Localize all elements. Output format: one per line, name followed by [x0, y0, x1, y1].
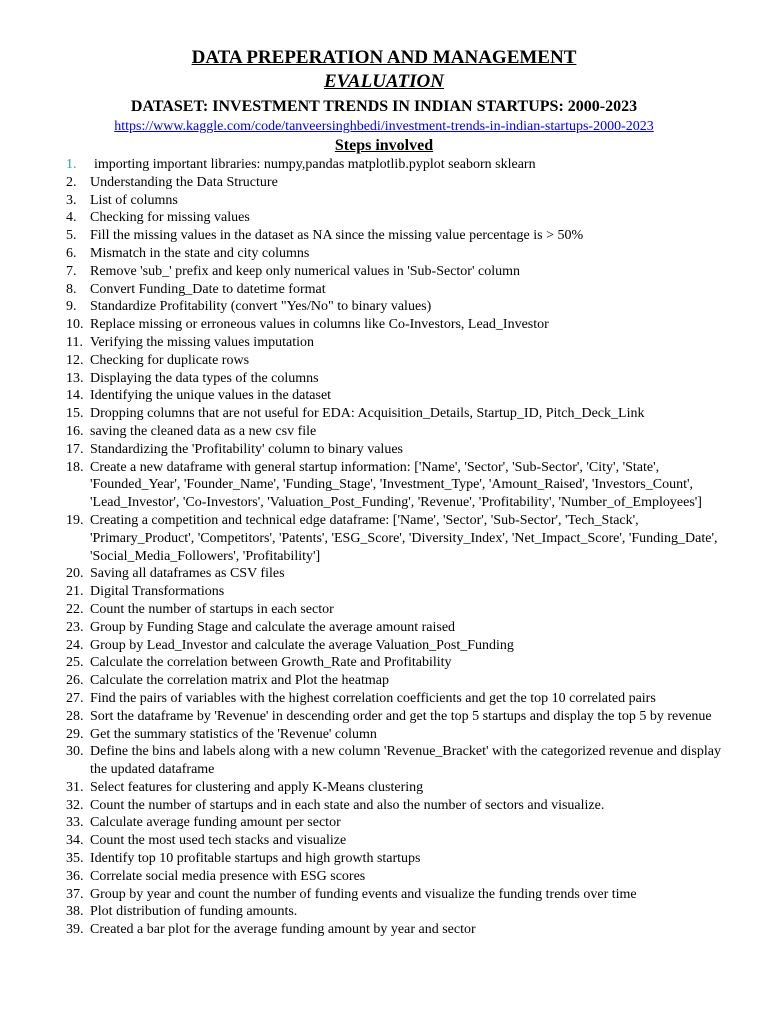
step-number: 35. — [66, 851, 84, 867]
step-text: Select features for clustering and apply K-Means clustering — [90, 779, 424, 795]
step-text: Identify top 10 profitable startups and high growth startups — [90, 851, 421, 867]
step-number: 16. — [66, 423, 84, 439]
list-item — [0, 637, 768, 655]
step-text: Group by Lead_Investor and calculate the average Valuation_Post_Funding — [90, 637, 514, 653]
list-item — [0, 850, 768, 868]
step-text: Digital Transformations — [90, 584, 225, 600]
list-item — [0, 708, 768, 726]
list-item — [0, 886, 768, 904]
step-text: Plot distribution of funding amounts. — [90, 904, 298, 920]
step-text: Displaying the data types of the columns — [90, 370, 319, 386]
step-text: Count the number of startups in each sector — [90, 601, 334, 617]
list-item — [0, 352, 768, 370]
list-item — [0, 868, 768, 886]
list-item — [0, 565, 768, 583]
step-number: 26. — [66, 673, 84, 689]
step-text: Correlate social media presence with ESG scores — [90, 868, 366, 884]
step-text: Find the pairs of variables with the highest correlation coefficients and get the top 10 correlated pairs — [90, 690, 656, 706]
step-number: 31. — [66, 779, 84, 795]
step-text: Standardize Profitability (convert "Yes/No" to binary values) — [90, 299, 432, 315]
list-item — [0, 779, 768, 797]
step-text: Calculate average funding amount per sector — [90, 815, 341, 831]
step-text: saving the cleaned data as a new csv file — [90, 423, 317, 439]
list-item — [0, 245, 768, 263]
dataset-heading: DATASET: INVESTMENT TRENDS IN INDIAN STARTUPS: 2000-2023 — [130, 98, 638, 115]
step-number: 36. — [66, 868, 84, 884]
step-text: Replace missing or erroneous values in columns like Co-Investors, Lead_Investor — [90, 317, 549, 333]
list-item — [0, 459, 768, 512]
list-item — [0, 192, 768, 210]
step-text: Created a bar plot for the average funding amount by year and sector — [90, 922, 476, 938]
step-text: Fill the missing values in the dataset as NA since the missing value percentage is > 50% — [90, 228, 584, 244]
list-item — [0, 921, 768, 939]
step-text: Checking for missing values — [90, 210, 250, 226]
step-text: Count the number of startups and in each state and also the number of sectors and visualize. — [90, 797, 605, 813]
list-item — [0, 832, 768, 850]
step-number: 14. — [66, 388, 84, 404]
step-text: Sort the dataframe by 'Revenue' in descending order and get the top 5 startups and display the top 5 by revenue — [90, 708, 712, 724]
step-number: 5. — [66, 228, 77, 244]
step-number: 8. — [66, 281, 77, 297]
step-text: Checking for duplicate rows — [90, 352, 250, 368]
step-text: Standardizing the 'Profitability' column to binary values — [90, 441, 403, 457]
step-number: 13. — [66, 370, 84, 386]
step-text: Get the summary statistics of the 'Revenue' column — [90, 726, 377, 742]
step-text: Create a new dataframe with general startup information: ['Name', 'Sector', 'Sub-Sector', 'City', 'State', 'Founded_Year', 'Founder_Name', 'Funding_Stage', 'Investment_Type', 'Amount_Raised', 'Investors_Count', 'Lead_Investor', 'Co-Investors', 'Valuation_Post_Funding', 'Revenue', 'Profitability', 'Number_of_Employees'] — [90, 459, 702, 511]
list-item — [0, 743, 768, 779]
step-number: 12. — [66, 352, 84, 368]
step-number: 2. — [66, 174, 77, 190]
list-item — [0, 903, 768, 921]
step-text: Dropping columns that are not useful for EDA: Acquisition_Details, Startup_ID, Pitch_Deck_Link — [90, 406, 645, 422]
list-item — [0, 654, 768, 672]
step-number: 30. — [66, 744, 84, 760]
step-number: 9. — [66, 299, 77, 315]
list-item — [0, 281, 768, 299]
list-item — [0, 672, 768, 690]
step-text: Count the most used tech stacks and visualize — [90, 833, 347, 849]
step-text: Define the bins and labels along with a new column 'Revenue_Bracket' with the categorized revenue and display the updated dataframe — [90, 744, 721, 778]
step-text: Verifying the missing values imputation — [90, 334, 314, 350]
step-text: Group by Funding Stage and calculate the average amount raised — [90, 619, 456, 635]
step-number: 20. — [66, 566, 84, 582]
list-item — [0, 156, 768, 174]
step-number: 15. — [66, 406, 84, 422]
list-item — [0, 334, 768, 352]
step-text: Calculate the correlation between Growth_Rate and Profitability — [90, 655, 452, 671]
step-text: Saving all dataframes as CSV files — [90, 566, 285, 582]
step-text: Creating a competition and technical edge dataframe: ['Name', 'Sector', 'Sub-Sector', 'Tech_Stack', 'Primary_Product', 'Competitors', 'Patents', 'ESG_Score', 'Diversity_Index', 'Net_Impact_Score', 'Funding_Date', 'Social_Media_Followers', 'Profitability'] — [90, 512, 718, 564]
list-item — [0, 263, 768, 281]
step-text: Remove 'sub_' prefix and keep only numerical values in 'Sub-Sector' column — [90, 263, 520, 279]
step-number: 34. — [66, 833, 84, 849]
list-item — [0, 298, 768, 316]
step-text: Group by year and count the number of funding events and visualize the funding trends over time — [90, 886, 637, 902]
list-item — [0, 512, 768, 565]
list-item — [0, 814, 768, 832]
step-text: Mismatch in the state and city columns — [90, 245, 310, 261]
step-number: 18. — [66, 459, 84, 475]
step-number: 11. — [66, 334, 83, 350]
step-number: 29. — [66, 726, 84, 742]
list-item — [0, 370, 768, 388]
step-number: 1. — [66, 157, 77, 172]
step-text: importing important libraries: numpy,pandas matplotlib.pyplot seaborn sklearn — [94, 157, 536, 172]
kaggle-link[interactable]: https://www.kaggle.com/code/tanveersinghbedi/investment-trends-in-indian-startups-2000-2023 — [114, 119, 654, 134]
steps-list — [0, 156, 768, 939]
step-text: Identifying the unique values in the dataset — [90, 388, 332, 404]
list-item — [0, 387, 768, 405]
step-number: 33. — [66, 815, 84, 831]
step-number: 6. — [66, 245, 77, 261]
step-number: 39. — [66, 922, 84, 938]
step-number: 4. — [66, 210, 77, 226]
list-item — [0, 797, 768, 815]
step-number: 28. — [66, 708, 84, 724]
list-item — [0, 441, 768, 459]
step-number: 24. — [66, 637, 84, 653]
step-text: Calculate the correlation matrix and Plot the heatmap — [90, 673, 389, 689]
list-item — [0, 583, 768, 601]
list-item — [0, 227, 768, 245]
list-item — [0, 174, 768, 192]
step-number: 23. — [66, 619, 84, 635]
step-number: 17. — [66, 441, 84, 457]
document-subtitle: EVALUATION — [323, 71, 444, 92]
step-number: 25. — [66, 655, 84, 671]
list-item — [0, 619, 768, 637]
list-item — [0, 316, 768, 334]
step-number: 7. — [66, 263, 77, 279]
step-number: 32. — [66, 797, 84, 813]
list-item — [0, 690, 768, 708]
step-number: 10. — [66, 317, 84, 333]
list-item — [0, 209, 768, 227]
document-title: DATA PREPERATION AND MANAGEMENT — [191, 47, 577, 68]
step-number: 27. — [66, 690, 84, 706]
step-text: Understanding the Data Structure — [90, 174, 278, 190]
step-text: Convert Funding_Date to datetime format — [90, 281, 326, 297]
step-text: List of columns — [90, 192, 178, 208]
step-number: 19. — [66, 512, 84, 528]
step-number: 3. — [66, 192, 77, 208]
list-item — [0, 405, 768, 423]
list-item — [0, 423, 768, 441]
step-number: 22. — [66, 601, 84, 617]
list-item — [0, 601, 768, 619]
steps-heading: Steps involved — [334, 137, 434, 154]
list-item — [0, 726, 768, 744]
step-number: 37. — [66, 886, 84, 902]
step-number: 38. — [66, 904, 84, 920]
step-number: 21. — [66, 584, 84, 600]
